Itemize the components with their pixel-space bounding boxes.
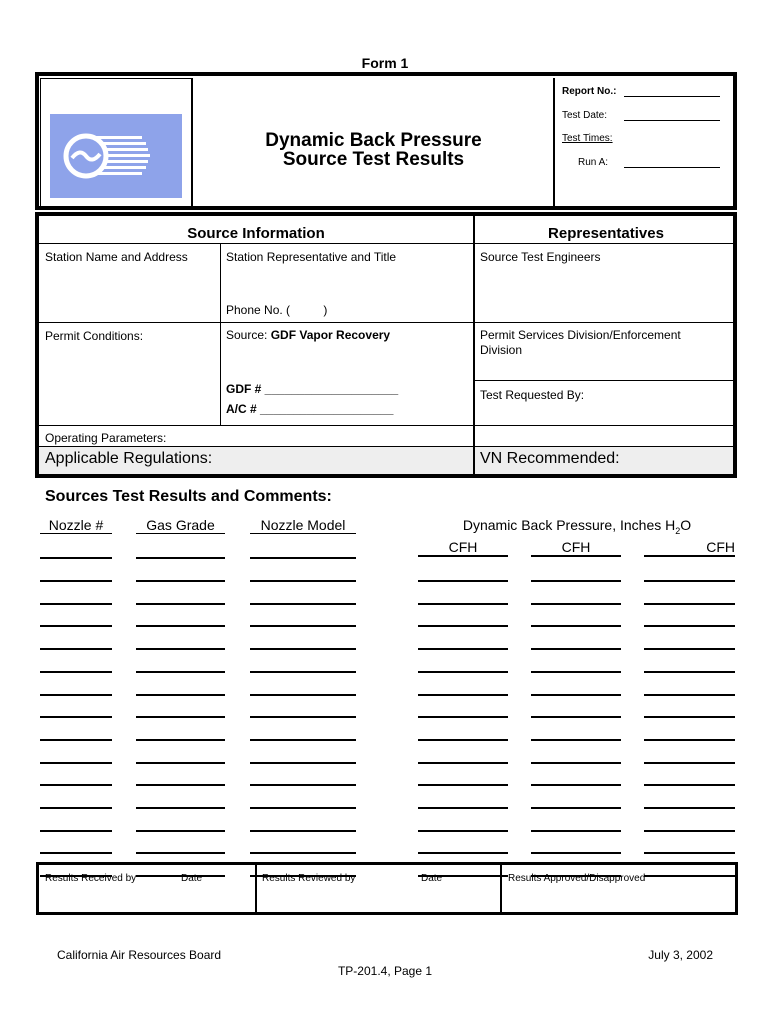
result-entry-line[interactable]	[250, 716, 356, 718]
result-entry-line[interactable]	[644, 830, 735, 832]
result-entry-line[interactable]	[418, 739, 508, 741]
result-entry-line[interactable]	[644, 671, 735, 673]
result-entry-line[interactable]	[531, 852, 621, 854]
station-rep-label: Station Representative and Title	[226, 250, 397, 264]
results-reviewed-by-label: Results Reviewed by	[262, 873, 356, 884]
sig-divider-1	[255, 865, 257, 912]
result-entry-line[interactable]	[644, 762, 735, 764]
result-entry-line[interactable]	[250, 603, 356, 605]
footer-date: July 3, 2002	[648, 948, 713, 962]
result-entry-line[interactable]	[250, 784, 356, 786]
result-entry-line[interactable]	[250, 648, 356, 650]
result-entry-line[interactable]	[40, 807, 112, 809]
result-entry-line[interactable]	[136, 557, 225, 559]
result-entry-line[interactable]	[40, 648, 112, 650]
sig-divider-2	[500, 865, 502, 912]
vn-recommended-label: VN Recommended:	[480, 450, 620, 467]
result-entry-line[interactable]	[136, 762, 225, 764]
cfh-header-3: CFH	[644, 539, 735, 557]
result-entry-line[interactable]	[531, 807, 621, 809]
result-entry-line[interactable]	[250, 557, 356, 559]
permit-services-label: Permit Services Division/Enforcement Division	[480, 328, 681, 357]
test-requested-label: Test Requested By:	[480, 388, 585, 402]
result-entry-line[interactable]	[531, 671, 621, 673]
result-entry-line[interactable]	[136, 603, 225, 605]
result-entry-line[interactable]	[250, 807, 356, 809]
logo-icon	[50, 114, 182, 198]
document-title	[192, 131, 555, 169]
received-date-label: Date	[181, 873, 203, 884]
nozzle-model-column-header: Nozzle Model	[250, 517, 356, 534]
result-entry-line[interactable]	[531, 762, 621, 764]
result-entry-line[interactable]	[250, 580, 356, 582]
result-entry-line[interactable]	[418, 716, 508, 718]
result-entry-line[interactable]	[136, 625, 225, 627]
result-entry-line[interactable]	[644, 784, 735, 786]
result-entry-line[interactable]	[644, 648, 735, 650]
result-entry-line[interactable]	[418, 762, 508, 764]
footer-page: TP-201.4, Page 1	[337, 964, 433, 978]
result-entry-line[interactable]	[136, 694, 225, 696]
results-received-by-label: Results Received by	[45, 873, 137, 884]
result-entry-line[interactable]	[531, 830, 621, 832]
report-no-label: Report No.:	[562, 86, 617, 97]
result-entry-line[interactable]	[250, 671, 356, 673]
result-entry-line[interactable]	[418, 830, 508, 832]
result-entry-line[interactable]	[40, 557, 112, 559]
source-information-heading: Source Information	[187, 225, 325, 242]
result-entry-line[interactable]	[136, 830, 225, 832]
cfh-header-1: CFH	[418, 539, 508, 557]
result-entry-line[interactable]	[644, 716, 735, 718]
station-name-label: Station Name and Address	[45, 250, 188, 264]
result-entry-line[interactable]	[136, 716, 225, 718]
regulations-divider	[473, 447, 475, 474]
permit-conditions-label: Permit Conditions:	[45, 329, 144, 343]
result-entry-line[interactable]	[40, 580, 112, 582]
result-entry-line[interactable]	[40, 716, 112, 718]
result-entry-line[interactable]	[418, 694, 508, 696]
dbp-header-text: Dynamic Back Pressure, Inches H	[462, 517, 676, 533]
agency-logo	[50, 114, 182, 198]
result-entry-line[interactable]	[250, 739, 356, 741]
result-entry-line[interactable]	[40, 671, 112, 673]
test-times-label: Test Times:	[562, 133, 613, 144]
section-divider	[473, 214, 475, 474]
dbp-header-sub: 2	[675, 525, 681, 536]
result-entry-line[interactable]	[531, 784, 621, 786]
result-entry-line[interactable]	[418, 603, 508, 605]
result-entry-line[interactable]	[136, 784, 225, 786]
report-no-field[interactable]	[624, 96, 720, 97]
result-entry-line[interactable]	[40, 762, 112, 764]
result-entry-line[interactable]	[40, 739, 112, 741]
result-entry-line[interactable]	[531, 739, 621, 741]
test-date-label: Test Date:	[562, 110, 608, 121]
result-entry-line[interactable]	[531, 694, 621, 696]
test-date-field[interactable]	[624, 120, 720, 121]
results-approved-label: Results Approved/Disapproved	[508, 873, 646, 884]
phone-label: Phone No. ( )	[226, 303, 328, 317]
ac-field[interactable]: A/C # ____________________	[226, 402, 394, 416]
results-heading: Sources Test Results and Comments:	[45, 488, 332, 505]
dbp-header-tail: O	[680, 517, 692, 533]
representatives-heading: Representatives	[548, 225, 664, 242]
result-entry-line[interactable]	[250, 852, 356, 854]
result-entry-line[interactable]	[136, 852, 225, 854]
result-entry-line[interactable]	[40, 694, 112, 696]
result-entry-line[interactable]	[644, 580, 735, 582]
result-entry-line[interactable]	[418, 784, 508, 786]
result-entry-line[interactable]	[644, 807, 735, 809]
result-entry-line[interactable]	[418, 625, 508, 627]
row-rule-1	[39, 322, 733, 323]
dbp-column-header	[418, 517, 736, 536]
result-entry-line[interactable]	[531, 625, 621, 627]
row-rule-2	[39, 425, 733, 426]
result-entry-line[interactable]	[531, 716, 621, 718]
result-entry-line[interactable]	[644, 603, 735, 605]
result-entry-line[interactable]	[250, 762, 356, 764]
nozzle-column-header: Nozzle #	[40, 517, 112, 534]
result-entry-line[interactable]	[531, 603, 621, 605]
run-a-field[interactable]	[624, 167, 720, 168]
result-entry-line[interactable]	[40, 603, 112, 605]
result-entry-line[interactable]	[418, 671, 508, 673]
source-label: Source:	[226, 328, 268, 342]
form-label: Form 1	[361, 55, 409, 71]
result-entry-line[interactable]	[644, 694, 735, 696]
result-entry-line[interactable]	[250, 694, 356, 696]
result-entry-line[interactable]	[250, 625, 356, 627]
result-entry-line[interactable]	[418, 580, 508, 582]
source-test-engineers-label: Source Test Engineers	[480, 250, 601, 264]
result-entry-line[interactable]	[644, 739, 735, 741]
title-line-2: Source Test Results	[282, 149, 465, 170]
gas-grade-column-header: Gas Grade	[136, 517, 225, 534]
result-entry-line[interactable]	[644, 625, 735, 627]
result-entry-line[interactable]	[418, 852, 508, 854]
result-entry-line[interactable]	[531, 580, 621, 582]
result-entry-line[interactable]	[40, 852, 112, 854]
source-field	[226, 328, 390, 342]
result-entry-line[interactable]	[644, 852, 735, 854]
title-line-1: Dynamic Back Pressure	[265, 130, 482, 151]
source-value: GDF Vapor Recovery	[270, 328, 391, 342]
result-entry-line[interactable]	[40, 784, 112, 786]
column-divider	[220, 243, 221, 425]
table-top-rule	[39, 214, 733, 216]
result-entry-line[interactable]	[136, 739, 225, 741]
result-entry-line[interactable]	[40, 830, 112, 832]
run-a-label: Run A:	[578, 157, 609, 168]
gdf-field[interactable]: GDF # ____________________	[226, 382, 399, 396]
footer-agency: California Air Resources Board	[57, 948, 222, 962]
rep-rule	[474, 380, 733, 381]
applicable-regulations-label: Applicable Regulations:	[45, 450, 213, 467]
signature-box	[36, 862, 738, 915]
result-entry-line[interactable]	[40, 625, 112, 627]
reviewed-date-label: Date	[421, 873, 443, 884]
result-entry-line[interactable]	[136, 648, 225, 650]
cfh-header-2: CFH	[531, 539, 621, 557]
result-entry-line[interactable]	[136, 807, 225, 809]
result-entry-line[interactable]	[418, 648, 508, 650]
result-entry-line[interactable]	[418, 807, 508, 809]
operating-parameters-label: Operating Parameters:	[45, 431, 167, 445]
result-entry-line[interactable]	[531, 648, 621, 650]
heading-rule	[39, 243, 733, 244]
result-entry-line[interactable]	[136, 580, 225, 582]
result-entry-line[interactable]	[250, 830, 356, 832]
result-entry-line[interactable]	[136, 671, 225, 673]
